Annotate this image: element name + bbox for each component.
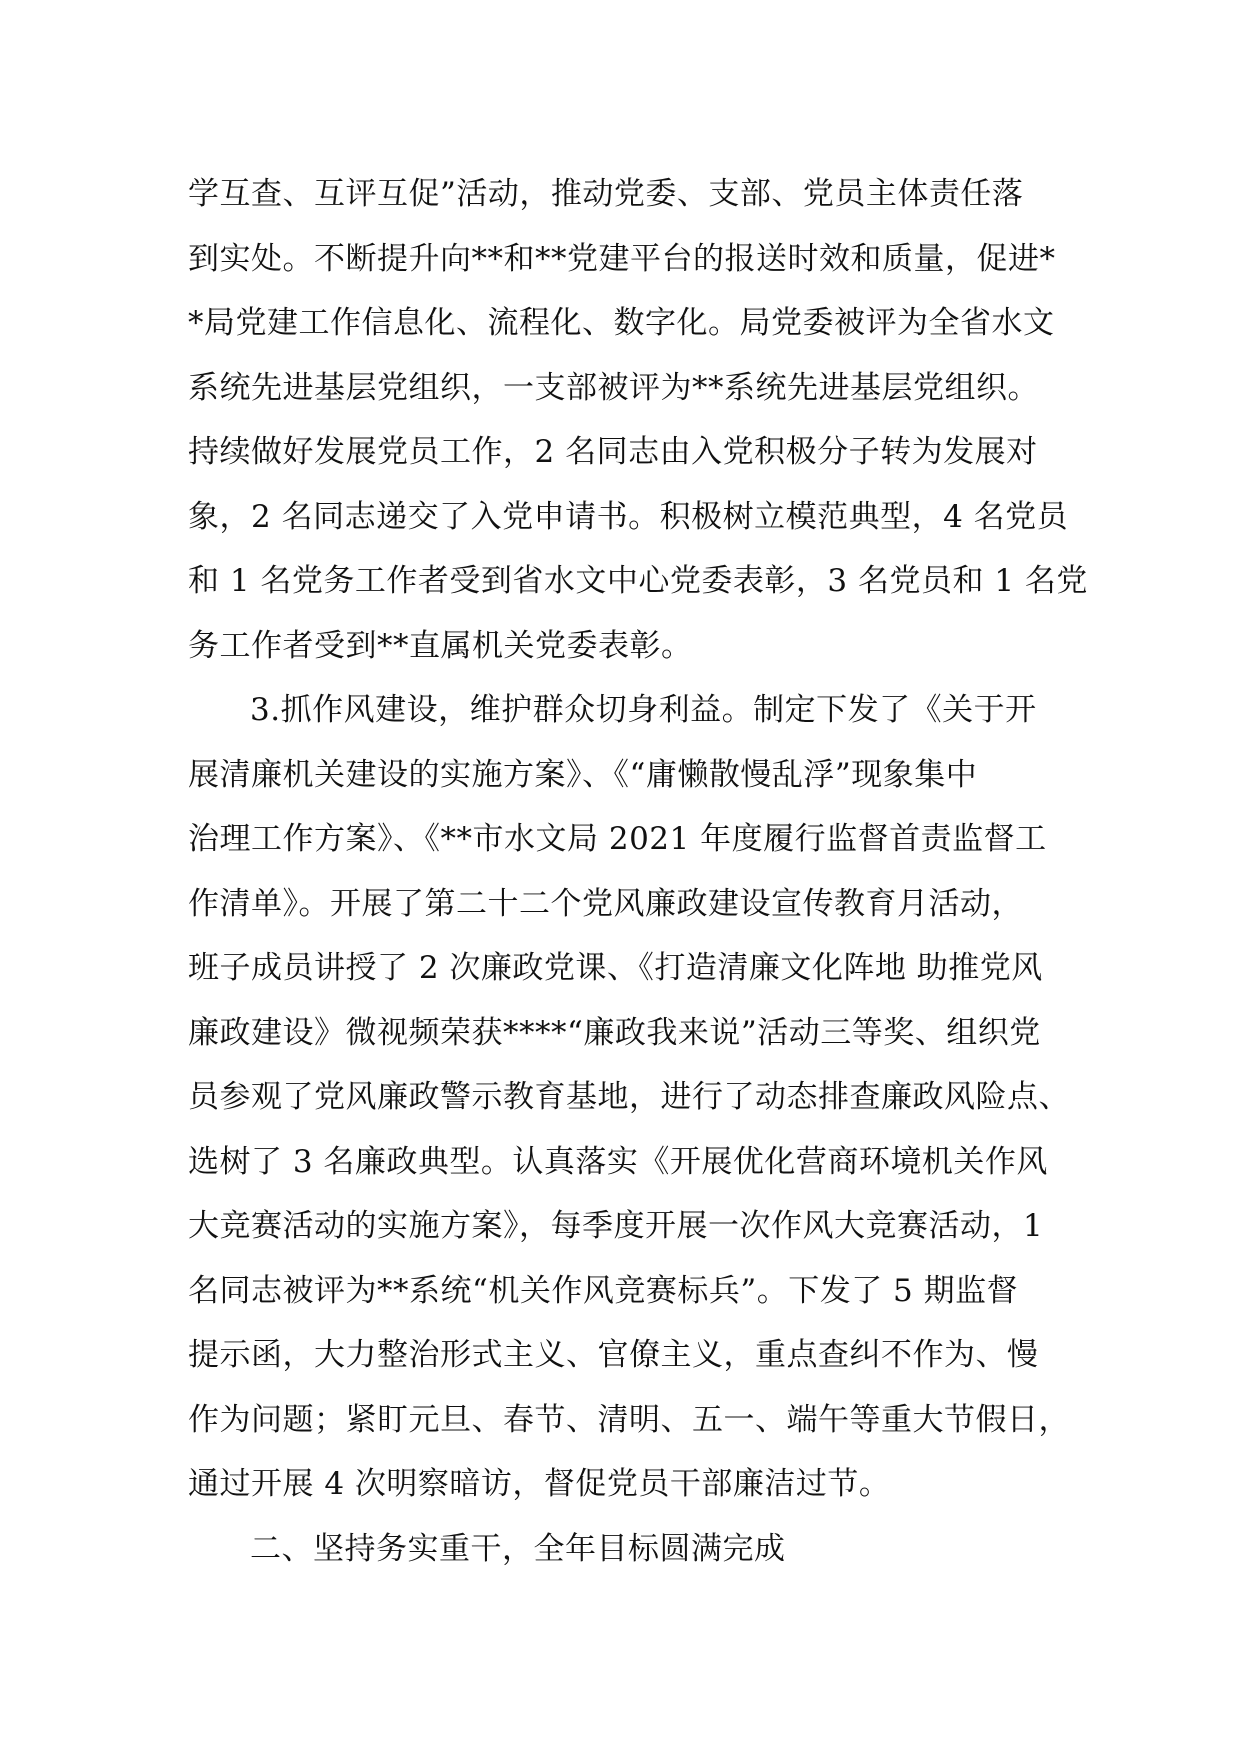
text-line: 象，2 名同志递交了入党申请书。积极树立模范典型，4 名党员: [188, 498, 1069, 535]
paragraph-party-building-continued: [188, 162, 1088, 678]
text-line: 名同志被评为**系统“机关作风竞赛标兵”。下发了 5 期监督: [188, 1272, 1019, 1309]
text-line: 选树了 3 名廉政典型。认真落实《开展优化营商环境机关作风: [188, 1143, 1048, 1180]
section-heading-two: [188, 1517, 1068, 1582]
text-line: 学互查、互评互促”活动，推动党委、支部、党员主体责任落: [188, 176, 1024, 212]
text-line: 持续做好发展党员工作，2 名同志由入党积极分子转为发展对: [188, 434, 1038, 470]
text-line: 班子成员讲授了 2 次廉政党课、《打造清廉文化阵地 助推党风: [188, 950, 1043, 986]
text-line: 作清单》。开展了第二十二个党风廉政建设宣传教育月活动，: [188, 885, 1023, 922]
body-text: [188, 162, 1088, 1581]
paragraph-work-style: [188, 678, 1068, 1517]
text-line: 大竞赛活动的实施方案》，每季度开展一次作风大竞赛活动，1: [188, 1208, 1044, 1244]
text-line: 提示函，大力整治形式主义、官僚主义，重点查纠不作为、慢: [188, 1337, 1039, 1373]
text-line: 展清廉机关建设的实施方案》、《“庸懒散慢乱浮”现象集中: [188, 756, 978, 793]
text-line: 到实处。不断提升向**和**党建平台的报送时效和质量，促进*: [188, 240, 1056, 277]
text-line: 通过开展 4 次明察暗访，督促党员干部廉洁过节。: [188, 1466, 891, 1502]
text-line: 和 1 名党务工作者受到省水文中心党委表彰，3 名党员和 1 名党: [188, 563, 1088, 599]
text-line: 系统先进基层党组织，一支部被评为**系统先进基层党组织。: [188, 369, 1039, 406]
text-line: 务工作者受到**直属机关党委表彰。: [188, 627, 693, 664]
text-line: 治理工作方案》、《**市水文局 2021 年度履行监督首责监督工: [188, 821, 1047, 857]
text-line: *局党建工作信息化、流程化、数字化。局党委被评为全省水文: [188, 305, 1055, 341]
text-line: 作为问题；紧盯元旦、春节、清明、五一、端午等重大节假日，: [188, 1401, 1070, 1438]
text-line: 3.抓作风建设，维护群众切身利益。制定下发了《关于开: [250, 692, 1037, 728]
text-line: 廉政建设》微视频荣获****“廉政我来说”活动三等奖、组织党: [188, 1014, 1041, 1051]
text-line: 员参观了党风廉政警示教育基地，进行了动态排查廉政风险点、: [188, 1079, 1070, 1115]
section-heading: 二、坚持务实重干，全年目标圆满完成: [250, 1530, 786, 1567]
